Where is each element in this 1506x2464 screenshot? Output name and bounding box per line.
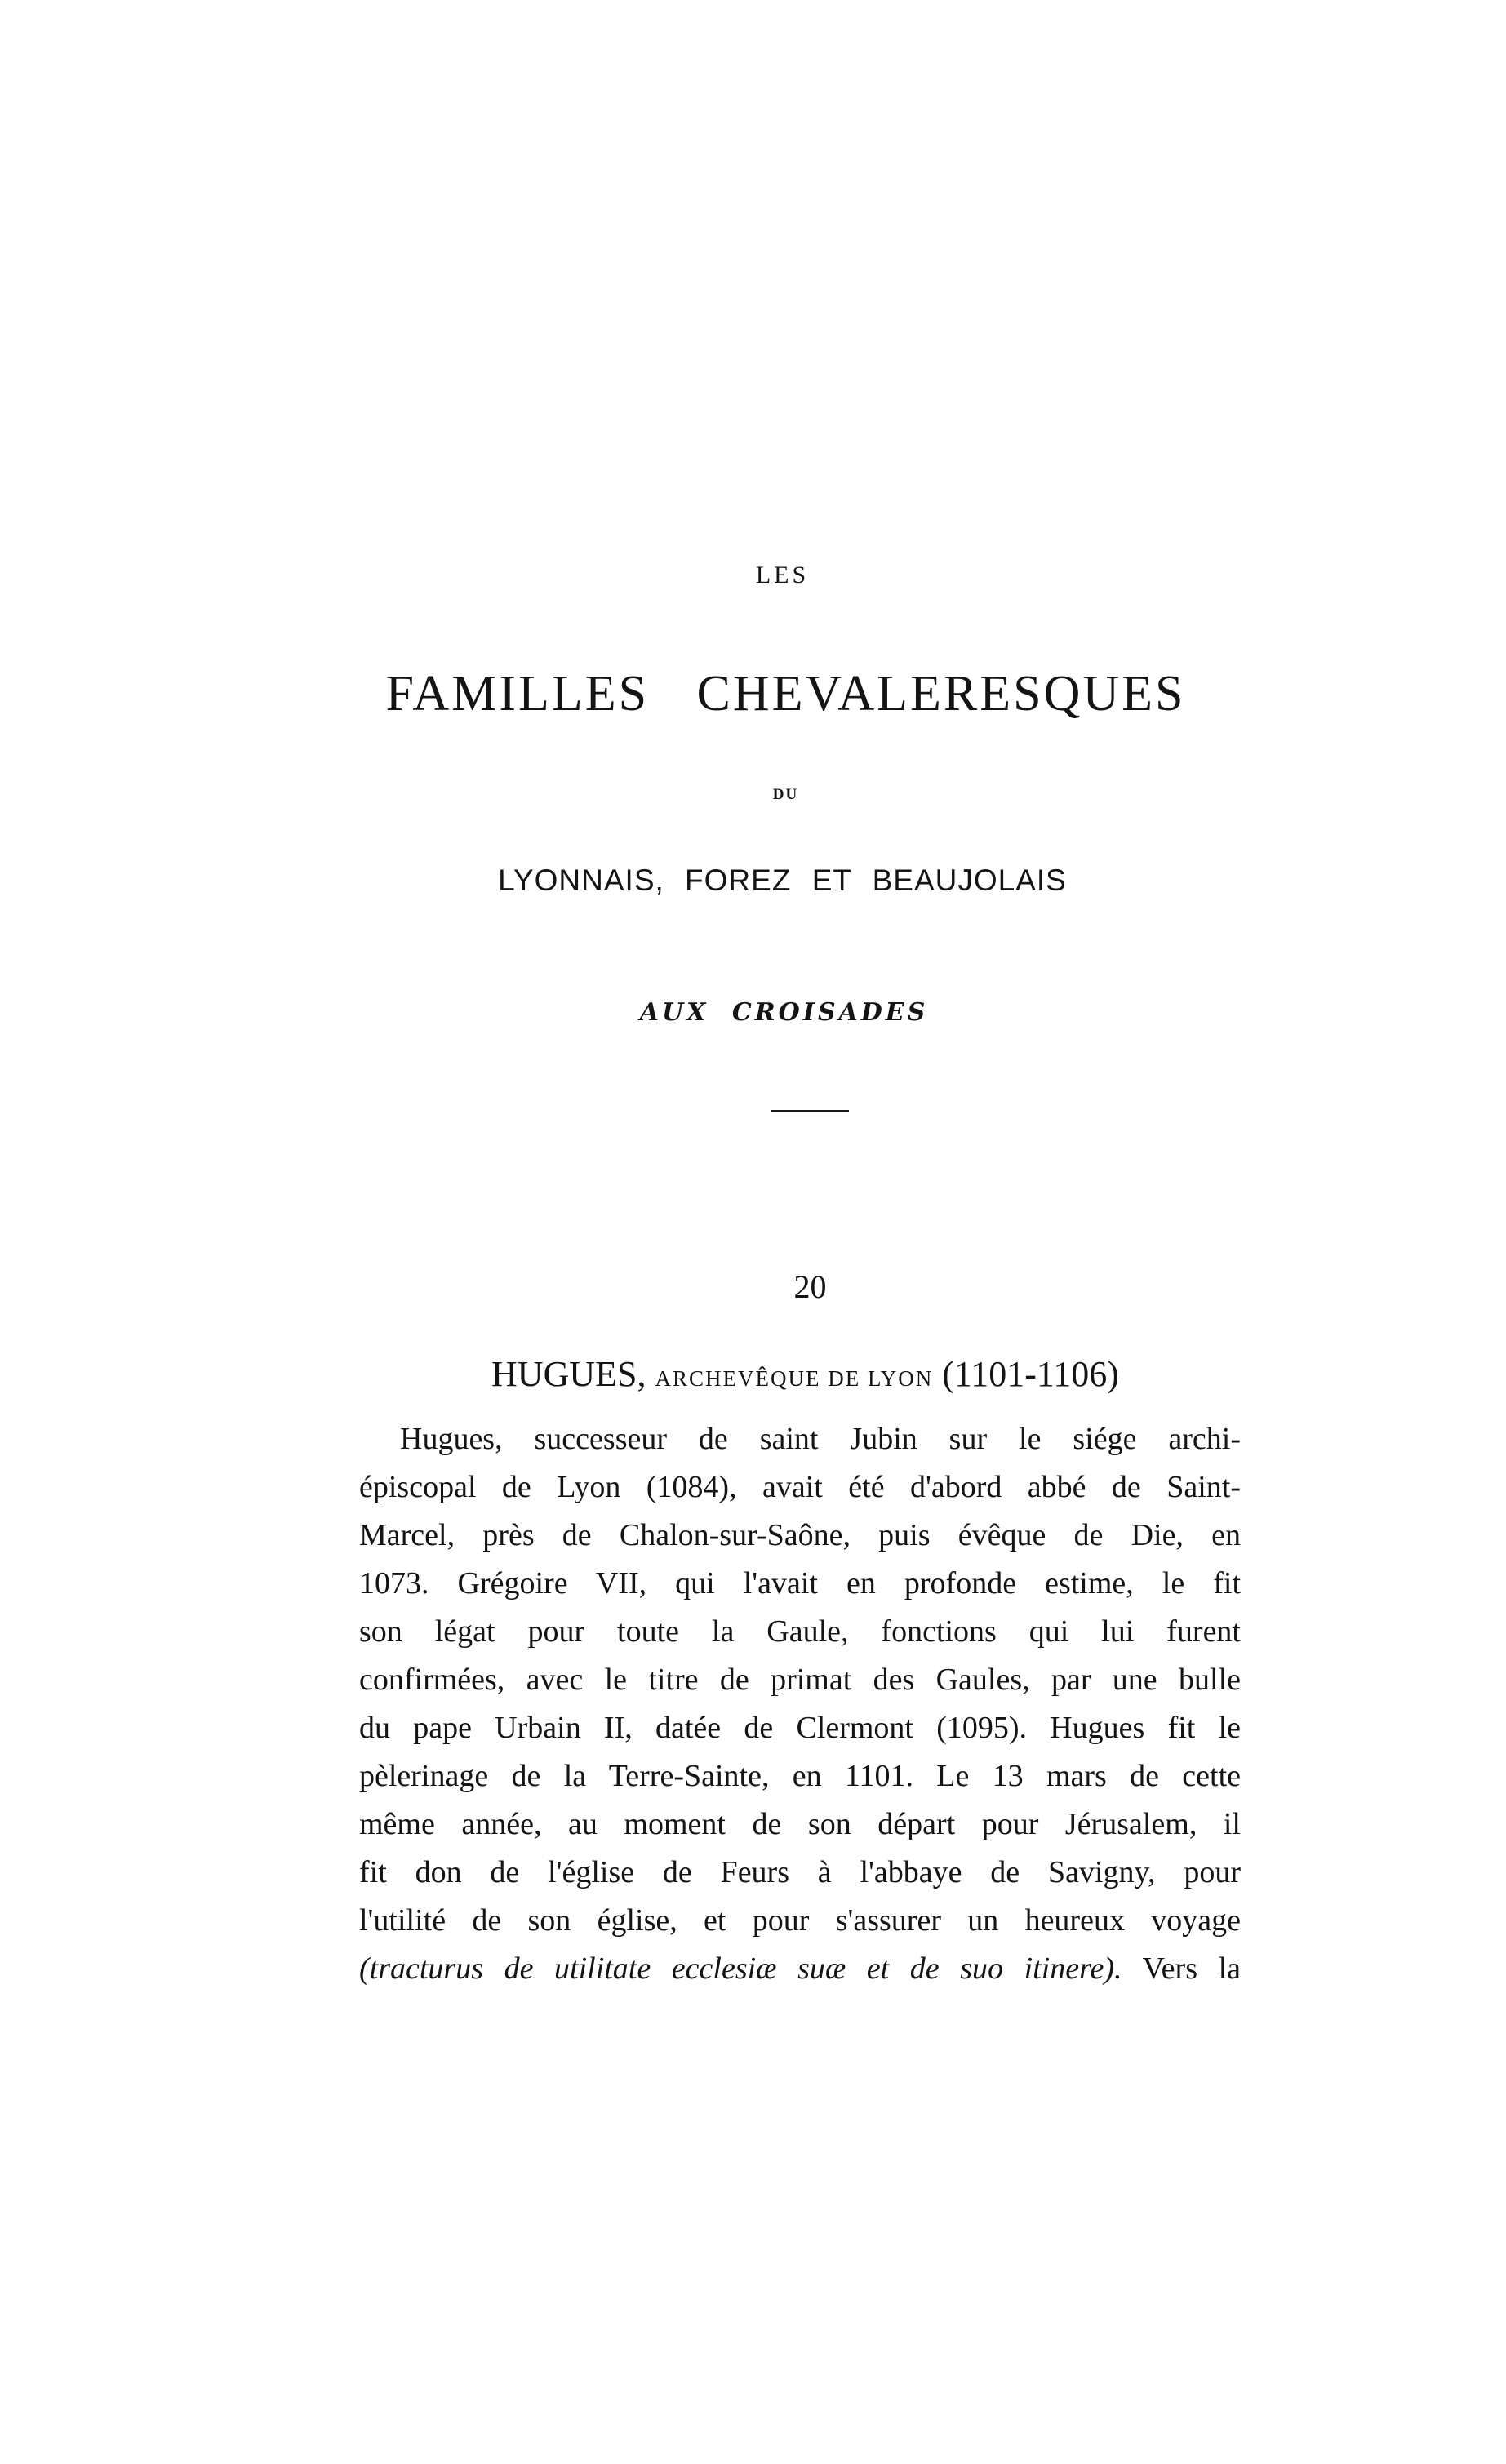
text-line: Marcel, près de Chalon-sur-Saône, puis évêque de Die, en <box>359 1518 1241 1552</box>
entry-body <box>359 1415 1241 1993</box>
latin-quote: (tracturus de utilitate ecclesiæ suæ et de suo itinere). <box>359 1951 1122 1986</box>
main-title: FAMILLES CHEVALERESQUES <box>385 666 1186 721</box>
text-line: Hugues, successeur de saint Jubin sur le siége archi- <box>400 1422 1241 1456</box>
text-line-end: Vers la <box>1122 1951 1241 1986</box>
entry-heading-name: HUGUES, <box>491 1354 646 1394</box>
title-du: DU <box>772 786 799 803</box>
text-line: même année, au moment de son départ pour Jérusalem, il <box>359 1807 1241 1841</box>
title-les: LES <box>755 562 810 588</box>
text-line: du pape Urbain II, datée de Clermont (1095). Hugues fit le <box>359 1711 1241 1745</box>
text-line-last <box>359 1945 1241 1993</box>
text-line: pèlerinage de la Terre-Sainte, en 1101. Le 13 mars de cette <box>359 1759 1241 1793</box>
regions-subtitle: LYONNAIS, FOREZ ET BEAUJOLAIS <box>498 864 1067 897</box>
entry-number: 20 <box>793 1268 827 1305</box>
entry-heading-title: ARCHEVÊQUE DE LYON <box>655 1366 934 1391</box>
text-line: son légat pour toute la Gaule, fonctions qui lui furent <box>359 1614 1241 1649</box>
text-line: fit don de l'église de Feurs à l'abbaye de Savigny, pour <box>359 1855 1241 1889</box>
entry-heading <box>52 1353 1506 1395</box>
text-line: 1073. Grégoire VII, qui l'avait en profonde estime, le fit <box>359 1566 1241 1600</box>
entry-heading-dates: (1101-1106) <box>942 1354 1119 1394</box>
text-line: l'utilité de son église, et pour s'assurer un heureux voyage <box>359 1903 1241 1938</box>
text-line: confirmées, avec le titre de primat des Gaules, par une bulle <box>359 1663 1241 1697</box>
croisades-subtitle: AUX CROISADES <box>639 998 929 1027</box>
title-divider <box>771 1110 849 1112</box>
text-line: épiscopal de Lyon (1084), avait été d'abord abbé de Saint- <box>359 1470 1241 1504</box>
